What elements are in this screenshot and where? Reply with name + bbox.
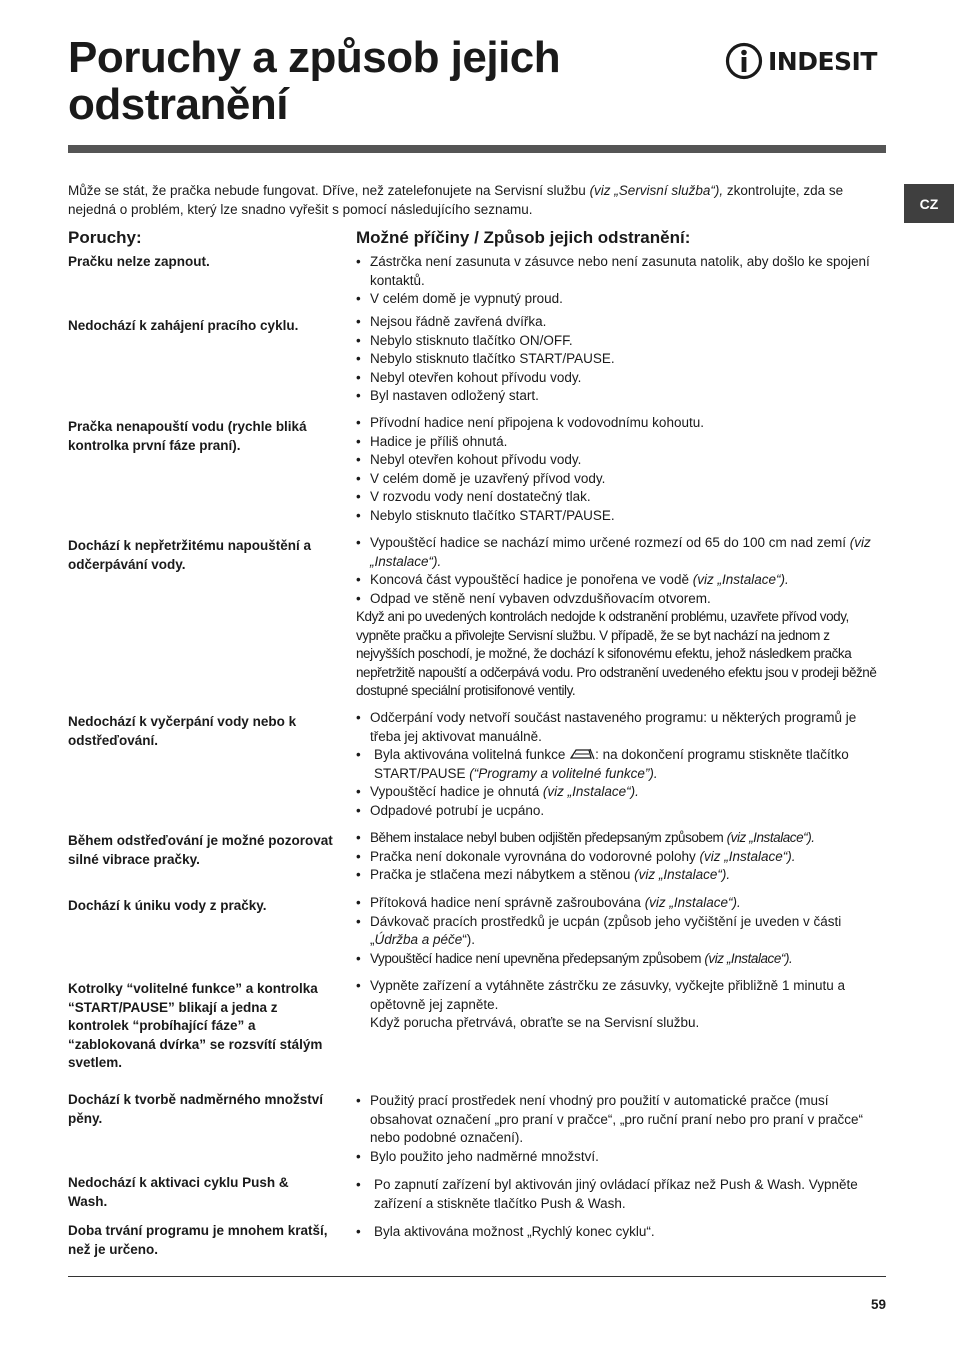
cause-reference: (viz „Instalace“).: [644, 895, 741, 910]
cause-list: [356, 414, 888, 525]
cause-item: [356, 783, 888, 802]
cause-item: • Použitý prací prostředek není vhodný pro použití v automatické pračce (musí obsahovat označení „pro praní v pračce“, „pro ruční praní nebo pro praní v pračce“ nebo podobné označení).: [356, 1092, 888, 1148]
cause-item: • Nebyl otevřen kohout přívodu vody.: [356, 451, 888, 470]
cause-reference: (viz „Instalace“).: [634, 867, 731, 882]
cause-item: [356, 746, 888, 783]
fault-label: Nedochází k zahájení pracího cyklu.: [68, 318, 299, 333]
cause-text: Vypouštěcí hadice není upevněna předepsaným způsobem: [370, 950, 705, 966]
brand-logo: [724, 38, 888, 84]
cause-item: • Odčerpání vody netvoří součást nastaveného programu: u některých programů je třeba jej aktivovat manuálně.: [356, 709, 888, 746]
cause-item: [356, 894, 888, 913]
cause-reference: (viz „Instalace“).: [370, 535, 871, 569]
cause-list: [356, 1223, 888, 1242]
cause-item: • Po zapnutí zařízení byl aktivován jiný ovládací příkaz než Push & Wash. Vypněte zařízení a stiskněte tlačítko Push & Wash.: [356, 1176, 888, 1213]
fault-label: Během odstřeďování je možné pozorovat silné vibrace pračky.: [68, 833, 333, 867]
fault-label: Dochází k nepřetržitému napouštění a odčerpávání vody.: [68, 538, 312, 572]
cause-item: • Nebylo stisknuto tlačítko ON/OFF.: [356, 332, 888, 351]
fault-label: Doba trvání programu je mnohem kratší, než je určeno.: [68, 1223, 328, 1257]
fault-label: Dochází k úniku vody z pračky.: [68, 898, 267, 913]
cause-item: [356, 913, 888, 950]
cause-reference: (“Programy a volitelné funkce”).: [469, 765, 658, 781]
cause-item: • Byl nastaven odložený start.: [356, 387, 888, 406]
cause-list: [356, 894, 888, 968]
cause-text: Dávkovač pracích prostředků je ucpán (způsob jeho vyčištění je uveden v části „: [370, 913, 842, 947]
fault-label: Kotrolky “volitelné funkce” a kontrolka “START/PAUSE” blikají a jedna z kontrolek “probíhající fáze” a “zablokovaná dvírka” se rozsvítí stálým svetlem.: [68, 981, 323, 1070]
cause-list: [356, 1176, 888, 1213]
header-rule: [68, 145, 886, 153]
intro-reference: (viz „Servisní služba“),: [589, 183, 724, 198]
cause-item: • V rozvodu vody není dostatečný tlak.: [356, 488, 888, 507]
cause-text: Pračka je stlačena mezi nábytkem a stěnou: [370, 867, 635, 882]
cause-item: • Odpad ve stěně není vybaven odvzdušňovacím otvorem.: [356, 590, 888, 609]
cause-reference: Údržba a péče: [374, 932, 463, 947]
cause-list: [356, 829, 888, 885]
indesit-logo-icon: [724, 41, 764, 81]
cause-item: • Vypněte zařízení a vytáhněte zástrčku ze zásuvky, vyčkejte přibližně 1 minutu a opětovně jej zapněte.: [356, 977, 888, 1014]
cause-reference: (viz „Instalace“).: [692, 572, 789, 587]
cause-text: Vypouštěcí hadice se nachází mimo určené rozmezí od 65 do 100 cm nad zemí: [370, 535, 850, 550]
cause-item: [356, 950, 888, 969]
cause-item: • Nebyl otevřen kohout přívodu vody.: [356, 369, 888, 388]
page-number: 59: [870, 1297, 886, 1312]
cause-text: Vypouštěcí hadice je ohnutá: [370, 784, 543, 799]
fault-label: Nedochází k aktivaci cyklu Push & Wash.: [68, 1175, 289, 1209]
cause-item: • Přívodní hadice není připojena k vodovodnímu kohoutu.: [356, 414, 888, 433]
cause-text: Koncová část vypouštěcí hadice je ponořena ve vodě: [370, 572, 693, 587]
cause-item: • Bylo použito jeho nadměrné množství.: [356, 1148, 888, 1167]
cause-reference: (viz „Instalace“).: [704, 950, 793, 966]
cause-item: [356, 571, 888, 590]
causes-column-heading: Možné příčiny / Způsob jejich odstranění:: [356, 228, 691, 247]
cause-list: [356, 709, 888, 820]
cause-item: [356, 829, 888, 848]
cause-text: Přítoková hadice není správně zašroubována: [370, 895, 645, 910]
cause-item: • V celém domě je uzavřený přívod vody.: [356, 470, 888, 489]
cause-text: Byla aktivována volitelná funkce: [374, 747, 570, 762]
cause-list: [356, 253, 888, 309]
cause-item: • Nebylo stisknuto tlačítko START/PAUSE.: [356, 507, 888, 526]
cause-list: [356, 313, 888, 406]
fault-label: Nedochází k vyčerpání vody nebo k odstřeďování.: [68, 714, 297, 748]
fault-label: Pračku nelze zapnout.: [68, 254, 210, 269]
intro-text-end: zkontrolujte, zda se nejedná o problém, který lze snadno vyřešit s pomocí následujícího seznamu.: [68, 183, 844, 217]
language-tab: CZ: [904, 184, 954, 223]
intro-text: Může se stát, že pračka nebude fungovat. Dříve, než zatelefonujete na Servisní službu: [68, 183, 590, 198]
footer-rule: [68, 1276, 886, 1277]
faults-column-heading: Poruchy:: [68, 228, 142, 247]
cause-reference: (viz „Instalace“).: [542, 784, 639, 799]
intro-paragraph: [68, 181, 886, 219]
cause-text: Během instalace nebyl buben odjištěn předepsaným způsobem: [370, 830, 727, 845]
iron-icon: [569, 747, 595, 761]
cause-text: : na dokončení programu stiskněte tlačítko START/PAUSE: [374, 747, 849, 781]
cause-list: [356, 534, 888, 701]
cause-item: • Hadice je příliš ohnutá.: [356, 433, 888, 452]
cause-reference: (viz „Instalace“).: [726, 830, 815, 845]
cause-item: • Zástrčka není zasunuta v zásuvce nebo není zasunuta natolik, aby došlo ke spojení kontaktů.: [356, 253, 888, 290]
cause-list: [356, 977, 888, 1033]
cause-item: [356, 534, 888, 571]
cause-item: • Nejsou řádně zavřená dvířka.: [356, 313, 888, 332]
cause-list: [356, 1092, 888, 1166]
fault-label: Pračka nenapouští vodu (rychle bliká kontrolka první fáze praní).: [68, 419, 307, 453]
cause-reference: (viz „Instalace“).: [699, 848, 796, 864]
cause-item: • Nebylo stisknuto tlačítko START/PAUSE.: [356, 350, 888, 369]
cause-note: Když ani po uvedených kontrolách nedojde k odstranění problému, uzavřete přívod vody, vypněte pračku a přivolejte Servisní službu. V případě, že se byt nachází na jednom z nejvyšších poschodí, je možné, že dochází k sifonovému efektu, jehož následkem pračka nepřetržitě napouští a odčerpává vodu. Pro odstranění uvedeného efektu jsou v prodeji běžně dostupné speciální protisifonové ventily.: [356, 609, 877, 698]
cause-text: “).: [462, 932, 476, 947]
cause-item: [356, 866, 888, 885]
cause-note: Když porucha přetrvává, obraťte se na Servisní službu.: [370, 1015, 700, 1030]
cause-item: • V celém domě je vypnutý proud.: [356, 290, 888, 309]
fault-label: Dochází k tvorbě nadměrného množství pěny.: [68, 1092, 324, 1126]
cause-item: • Byla aktivována možnost „Rychlý konec cyklu“.: [356, 1223, 888, 1242]
page-title: Poruchy a způsob jejich odstranění: [68, 33, 561, 129]
cause-text: Pračka není dokonale vyrovnána do vodorovné polohy: [370, 848, 700, 864]
cause-item: • Odpadové potrubí je ucpáno.: [356, 802, 888, 821]
brand-name: INDESIT: [768, 46, 877, 76]
cause-item: [356, 848, 888, 867]
